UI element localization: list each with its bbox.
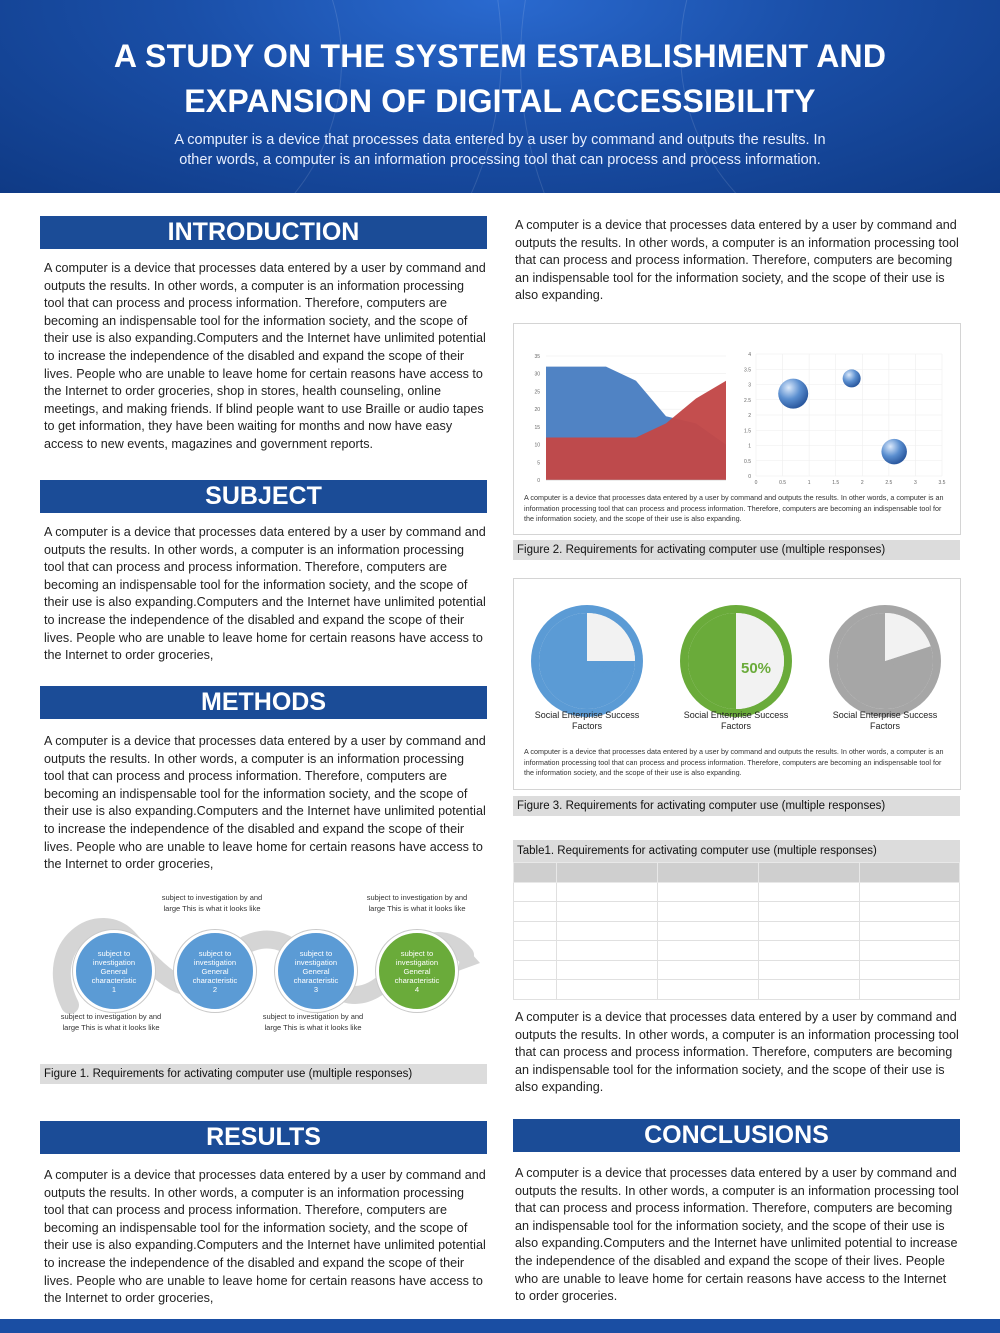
figure1-diagram xyxy=(40,885,487,1055)
figure3-caption: Figure 3. Requirements for activating computer use (multiple responses) xyxy=(513,796,960,816)
flow-note-4: subject to investigation by and large This is what it looks like xyxy=(366,893,468,913)
bubble-x-tick-label: 0 xyxy=(754,480,758,486)
bubble-point-3 xyxy=(881,439,907,465)
after-table-text: A computer is a device that processes data entered by a user by command and outputs the results. In other words, a computer is an information processing tool that can process and process information. Therefore, computers are becoming an indispensable tool for the information society, and the scope of their use is also expanding. xyxy=(515,1010,959,1095)
area-y-tick-label: 15 xyxy=(534,424,540,431)
table-row xyxy=(514,980,960,1000)
figure2-note: A computer is a device that processes data entered by a user by command and outputs the results. In other words, a computer is an information processing tool that can process and process information. Therefore, computers are becoming an indispensable tool for the information society, and the scope of their use is also expanding. xyxy=(524,493,944,523)
results-text: A computer is a device that processes data entered by a user by command and outputs the results. In other words, a computer is an information processing tool that can process and process information. Therefore, computers are becoming an indispensable tool for the information society, and the scope of their use is also expanding.Computers and the Internet have unlimited potential to increase the independence of the disabled and expand the scope of their lives. People who are unable to leave home for certain reasons have access to the Internet to order groceries, xyxy=(44,1168,486,1306)
title-line-2: EXPANSION OF DIGITAL ACCESSIBILITY xyxy=(184,83,816,119)
bubble-y-tick-label: 3 xyxy=(748,382,751,389)
area-y-tick-label: 0 xyxy=(537,478,540,484)
bubble-x-tick-label: 1 xyxy=(807,480,811,486)
donut-value-label-3: 80% xyxy=(889,660,921,677)
table-row xyxy=(514,882,960,902)
flow-step-3-label: subject to investigation General characteristic 3 xyxy=(293,948,339,994)
methods-heading: METHODS xyxy=(40,686,487,719)
area-y-tick-label: 35 xyxy=(534,354,540,360)
bubble-x-tick-label: 0.5 xyxy=(779,480,787,486)
results-heading: RESULTS xyxy=(40,1121,487,1154)
donut-value-label-2: 50% xyxy=(740,660,772,677)
flow-step-1 xyxy=(73,930,155,1012)
donut-value-label-1: 75% xyxy=(591,660,623,677)
flow-note-3: subject to investigation by and large This is what it looks like xyxy=(262,1012,364,1032)
introduction-text: A computer is a device that processes data entered by a user by command and outputs the results. In other words, a computer is an information processing tool that can process and process information. Therefore, computers are becoming an indispensable tool for the information society, and the scope of their use is also expanding.Computers and the Internet have unlimited potential to increase the independence of the disabled and expand the scope of their lives. People who are unable to leave home for certain reasons have access to the Internet to order groceries, shop in stores, health counseling, online meetings, and making friends. If blind people want to use Braille or audio tapes to get information, they have been waiting for months and now have easy access to new events, magazines and government reports. xyxy=(44,261,486,451)
bubble-y-tick-label: 3.5 xyxy=(744,367,751,374)
bubble-x-tick-label: 1.5 xyxy=(832,480,840,486)
poster-footer xyxy=(0,1319,1000,1333)
donut-label-2: Social Enterprise Success Factors xyxy=(683,710,789,731)
bubble-y-tick-label: 0 xyxy=(748,474,751,480)
table-header-row xyxy=(514,863,960,883)
area-y-tick-label: 25 xyxy=(534,389,540,396)
donut-label-3: Social Enterprise Success Factors xyxy=(832,710,938,731)
conclusions-text: A computer is a device that processes data entered by a user by command and outputs the results. In other words, a computer is an information processing tool that can process and process information. Therefore, computers are becoming an indispensable tool for the information society, and the scope of their use is also expanding.Computers and the Internet have unlimited potential to increase the independence of the disabled and expand the scope of their lives. People who are unable to leave home for certain reasons have access to the Internet to order groceries. xyxy=(515,1166,959,1304)
subject-text: A computer is a device that processes data entered by a user by command and outputs the results. In other words, a computer is an information processing tool that can process and process information. Therefore, computers are becoming an indispensable tool for the information society, and the scope of their use is also expanding.Computers and the Internet have unlimited potential to increase the independence of the disabled and expand the scope of their lives. People who are unable to leave home for certain reasons have access to the Internet to order groceries, xyxy=(44,525,486,663)
figure3-note: A computer is a device that processes data entered by a user by command and outputs the results. In other words, a computer is an information processing tool that can process and process information. Therefore, computers are becoming an indispensable tool for the information society, and the scope of their use is also expanding. xyxy=(524,747,944,777)
figure3-box xyxy=(513,578,961,790)
donut-label-1: Social Enterprise Success Factors xyxy=(534,710,640,731)
introduction-heading: INTRODUCTION xyxy=(40,216,487,249)
flow-step-4-label: subject to investigation General characteristic 4 xyxy=(394,948,440,994)
bubble-x-tick-label: 2.5 xyxy=(885,480,893,486)
flow-step-2-label: subject to investigation General characteristic 2 xyxy=(192,948,238,994)
flow-step-4 xyxy=(376,930,458,1012)
title-line-1: A STUDY ON THE SYSTEM ESTABLISHMENT AND xyxy=(113,38,887,74)
methods-text: A computer is a device that processes data entered by a user by command and outputs the results. In other words, a computer is an information processing tool that can process and process information. Therefore, computers are becoming an indispensable tool for the information society, and the scope of their use is also expanding.Computers and the Internet have unlimited potential to increase the independence of the disabled and expand the scope of their lives. People who are unable to leave home for certain reasons have access to the Internet to order groceries, xyxy=(44,734,486,872)
bubble-y-tick-label: 1 xyxy=(748,443,751,450)
bubble-y-tick-label: 2.5 xyxy=(744,397,751,404)
flow-note-1: subject to investigation by and large This is what it looks like xyxy=(60,1012,162,1032)
area-y-tick-label: 20 xyxy=(534,407,540,414)
poster-subtitle: A computer is a device that processes data entered by a user by command and outputs the results. In other words, a computer is an information processing tool that can process and process information. xyxy=(174,132,826,168)
bubble-y-tick-label: 1.5 xyxy=(744,428,751,435)
table-row xyxy=(514,941,960,961)
bubble-x-tick-label: 3 xyxy=(914,480,917,486)
bubble-point-1 xyxy=(778,379,808,409)
flow-note-2: subject to investigation by and large This is what it looks like xyxy=(161,893,263,913)
table1 xyxy=(513,862,960,1000)
poster-header xyxy=(0,0,1000,193)
flow-step-3 xyxy=(275,930,357,1012)
flow-step-2 xyxy=(174,930,256,1012)
area-chart xyxy=(526,350,736,490)
subject-heading: SUBJECT xyxy=(40,480,487,513)
area-y-tick-label: 10 xyxy=(534,442,540,449)
right-intro-text: A computer is a device that processes data entered by a user by command and outputs the results. In other words, a computer is an information processing tool that can process and process information. Therefore, computers are becoming an indispensable tool for the information society, and the scope of their use is also expanding. xyxy=(515,218,959,303)
donut-remainder-1 xyxy=(587,613,635,661)
bubble-x-tick-label: 2 xyxy=(860,480,864,486)
table-row xyxy=(514,960,960,980)
bubble-point-2 xyxy=(843,369,861,387)
table1-caption: Table1. Requirements for activating computer use (multiple responses) xyxy=(513,840,960,862)
bubble-x-tick-label: 3.5 xyxy=(938,480,946,486)
area-y-tick-label: 30 xyxy=(534,371,540,378)
flow-step-1-label: subject to investigation General characteristic 1 xyxy=(91,948,137,994)
poster-title xyxy=(0,34,1000,124)
conclusions-heading: CONCLUSIONS xyxy=(513,1119,960,1152)
figure2-caption: Figure 2. Requirements for activating computer use (multiple responses) xyxy=(513,540,960,560)
figure1-caption: Figure 1. Requirements for activating computer use (multiple responses) xyxy=(40,1064,487,1084)
bubble-chart xyxy=(742,348,947,488)
area-y-tick-label: 5 xyxy=(537,460,540,467)
table-row xyxy=(514,902,960,922)
bubble-y-tick-label: 0.5 xyxy=(744,458,751,465)
bubble-y-tick-label: 4 xyxy=(748,352,751,358)
figure2-box xyxy=(513,323,961,535)
table-row xyxy=(514,921,960,941)
bubble-y-tick-label: 2 xyxy=(748,413,751,419)
